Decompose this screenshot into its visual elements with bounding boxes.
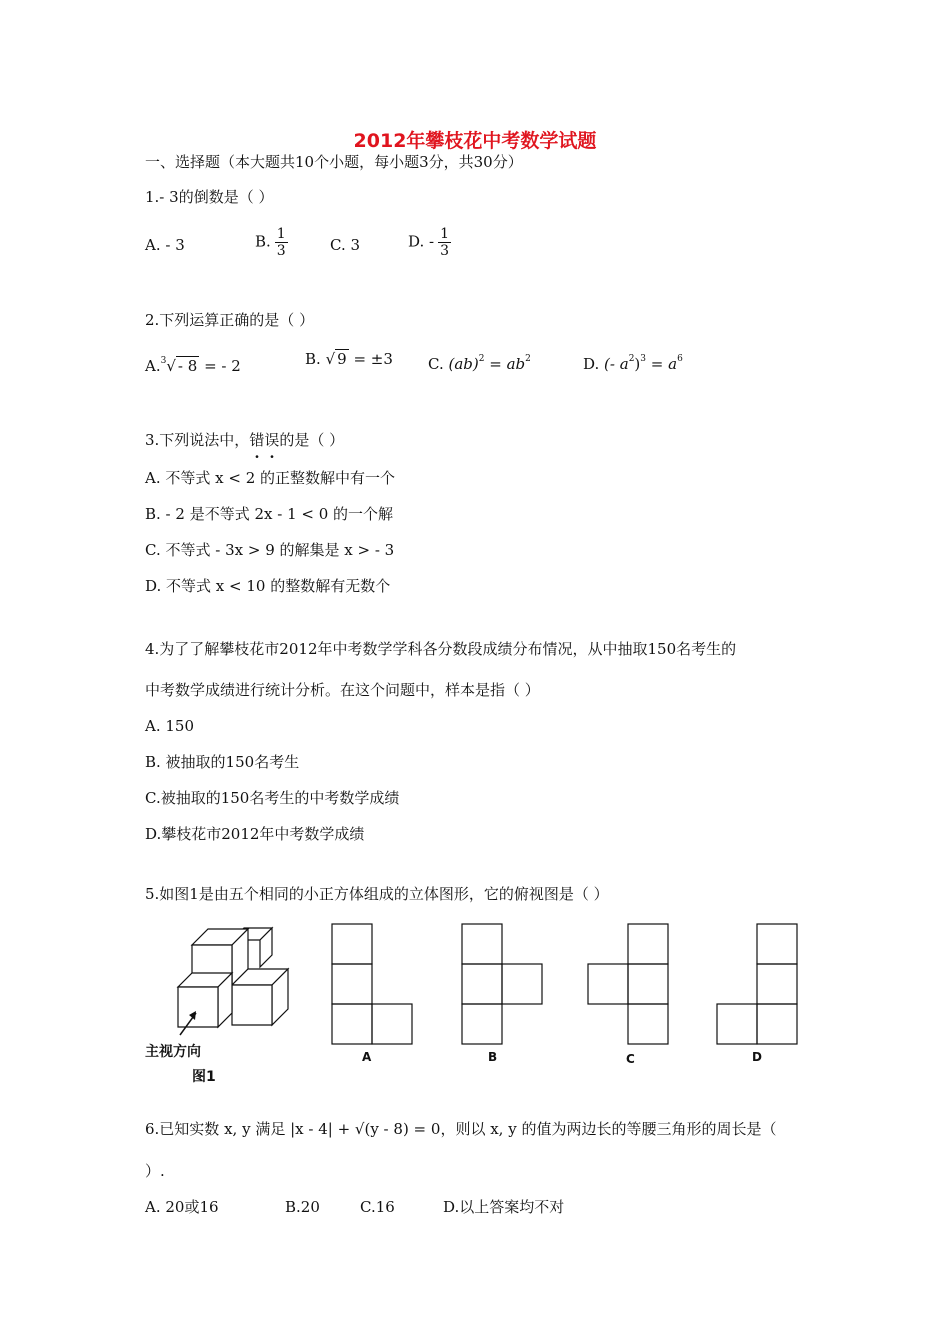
q5-stem: 5.如图1是由五个相同的小正方体组成的立体图形，它的俯视图是（ ） <box>145 885 609 903</box>
q4-option-b: B. 被抽取的150名考生 <box>145 753 300 771</box>
q3-option-a: A. 不等式 x < 2 的正整数解中有一个 <box>145 469 396 487</box>
section-heading: 一、选择题（本大题共10个小题，每小题3分，共30分） <box>145 153 523 171</box>
q2-option-b: B. √ 9 = ±3 <box>305 350 393 368</box>
q4-option-c: C.被抽取的150名考生的中考数学成绩 <box>145 789 400 807</box>
figure-1-label: 图1 <box>192 1069 216 1085</box>
q5-option-c-figure <box>586 922 670 1046</box>
q4-line1: 4.为了了解攀枝花市2012年中考数学学科各分数段成绩分布情况，从中抽取150名考生的 <box>145 640 737 658</box>
q4-option-a: A. 150 <box>145 717 194 735</box>
q2-stem: 2.下列运算正确的是（ ） <box>145 311 315 329</box>
q5-option-d-figure <box>715 922 799 1046</box>
q4-line2: 中考数学成绩进行统计分析。在这个问题中，样本是指（ ） <box>145 681 540 699</box>
figure-direction-label: 主视方向 <box>145 1044 201 1060</box>
q5-option-a-label: A <box>362 1050 372 1064</box>
q2-option-c: C. $(ab)^2 = ab^2$ <box>428 354 531 373</box>
q6-line2: ）. <box>145 1162 165 1180</box>
q3-stem: 3.下列说法中，错误的是（ ） <box>145 431 345 449</box>
q5-option-b-label: B <box>488 1050 498 1064</box>
page-title: 2012年攀枝花中考数学试题 <box>353 130 597 152</box>
q6-option-b: B.20 <box>285 1198 320 1216</box>
q5-option-c-label: C <box>626 1052 635 1066</box>
q6-option-a: A. 20或16 <box>145 1198 219 1216</box>
q5-option-b-figure <box>460 922 544 1046</box>
q2-option-a: A.$^3$√ - 8 = - 2 <box>145 356 241 375</box>
q4-option-d: D.攀枝花市2012年中考数学成绩 <box>145 825 365 843</box>
q5-option-d-label: D <box>752 1050 762 1064</box>
q1-option-a: A. - 3 <box>145 236 185 254</box>
q6-line1: 6.已知实数 x, y 满足 |x - 4| + √(y - 8) = 0，则以 x, y 的值为两边长的等腰三角形的周长是（ <box>145 1120 777 1138</box>
q3-option-b: B. - 2 是不等式 2x - 1 < 0 的一个解 <box>145 505 394 523</box>
q6-option-d: D.以上答案均不对 <box>443 1198 565 1216</box>
q3-option-d: D. 不等式 x < 10 的整数解有无数个 <box>145 577 391 595</box>
q1-option-c: C. 3 <box>330 236 361 254</box>
q6-option-c: C.16 <box>360 1198 395 1216</box>
q1-option-b: B. $\frac{1}{3}$ <box>255 226 286 259</box>
q1-option-d: D. - $\frac{1}{3}$ <box>408 226 450 259</box>
q2-option-d: D. (- $a^2)^3 = a^6$ <box>583 354 683 373</box>
q5-option-a-figure <box>330 922 414 1046</box>
q3-option-c: C. 不等式 - 3x > 9 的解集是 x > - 3 <box>145 541 395 559</box>
q1-stem: 1.- 3的倒数是（ ） <box>145 188 274 206</box>
figure-1-cubes <box>140 915 310 1045</box>
